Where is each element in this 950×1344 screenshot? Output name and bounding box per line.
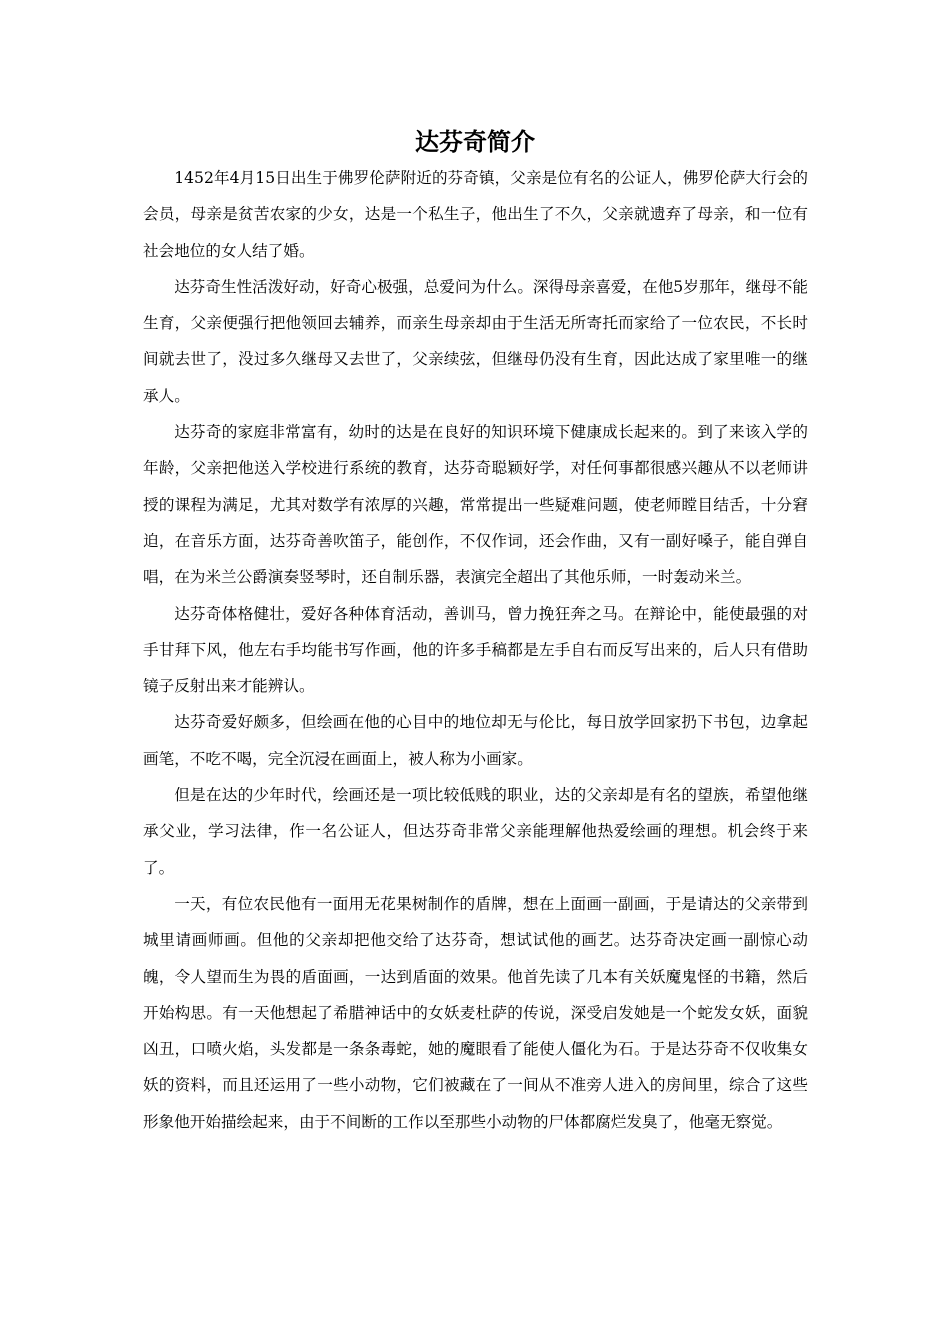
document-body <box>143 160 808 1140</box>
paragraph-physique: 达芬奇体格健壮，爱好各种体育活动，善训马，曾力挽狂奔之马。在辩论中，能使最强的对手甘拜下风，他左右手均能书写作画，他的许多手稿都是左手自右而反写出来的，后人只有借助镜子反射出来才能辨认。 <box>143 604 808 696</box>
paragraph-birth: 1452年4月15日出生于佛罗伦萨附近的芬奇镇，父亲是位有名的公证人，佛罗伦萨大行会的会员，母亲是贫苦农家的少女，达是一个私生子，他出生了不久，父亲就遗弃了母亲，和一位有社会地位的女人结了婚。 <box>143 169 808 260</box>
paragraph-youth: 但是在达的少年时代，绘画还是一项比较低贱的职业，达的父亲却是有名的望族，希望他继承父业，学习法律，作一名公证人，但达芬奇非常父亲能理解他热爱绘画的理想。机会终于来了。 <box>143 786 808 877</box>
paragraph-painting-love: 达芬奇爱好颇多，但绘画在他的心目中的地位却无与伦比，每日放学回家扔下书包，边拿起画笔，不吃不喝，完全沉浸在画面上，被人称为小画家。 <box>143 713 808 768</box>
document-title: 达芬奇简介 <box>415 128 535 156</box>
paragraph-childhood: 达芬奇生性活泼好动，好奇心极强，总爱问为什么。深得母亲喜爱，在他5岁那年，继母不能生育，父亲便强行把他领回去辅养，而亲生母亲却由于生活无所寄托而家给了一位农民，不长时间就去世了，没过多久继母又去世了，父亲续弦，但继母仍没有生育，因此达成了家里唯一的继承人。 <box>143 277 808 405</box>
paragraph-shield-story: 一天，有位农民他有一面用无花果树制作的盾牌，想在上面画一副画，于是请达的父亲带到城里请画师画。但他的父亲却把他交给了达芬奇，想试试他的画艺。达芬奇决定画一副惊心动魄，令人望而生为畏的盾面画，一达到盾面的效果。他首先读了几本有关妖魔鬼怪的书籍，然后开始构思。有一天他想起了希腊神话中的女妖麦杜萨的传说，深受启发她是一个蛇发女妖，面貌凶丑，口喷火焰，头发都是一条条毒蛇，她的魔眼看了能使人僵化为石。于是达芬奇不仅收集女妖的资料，而且还运用了一些小动物，它们被藏在了一间从不准旁人进入的房间里，综合了这些形象他开始描绘起来，由于不间断的工作以至那些小动物的尸体都腐烂发臭了，他毫无察觉。 <box>143 894 808 1131</box>
paragraph-education: 达芬奇的家庭非常富有，幼时的达是在良好的知识环境下健康成长起来的。到了来该入学的年龄，父亲把他送入学校进行系统的教育，达芬奇聪颖好学，对任何事都很感兴趣从不以老师讲授的课程为满足，尤其对数学有浓厚的兴趣，常常提出一些疑难问题，使老师瞠目结舌，十分窘迫，在音乐方面，达芬奇善吹笛子，能创作，不仅作词，还会作曲，又有一副好嗓子，能自弹自唱，在为米兰公爵演奏竖琴时，还自制乐器，表演完全超出了其他乐师，一时轰动米兰。 <box>143 423 808 587</box>
